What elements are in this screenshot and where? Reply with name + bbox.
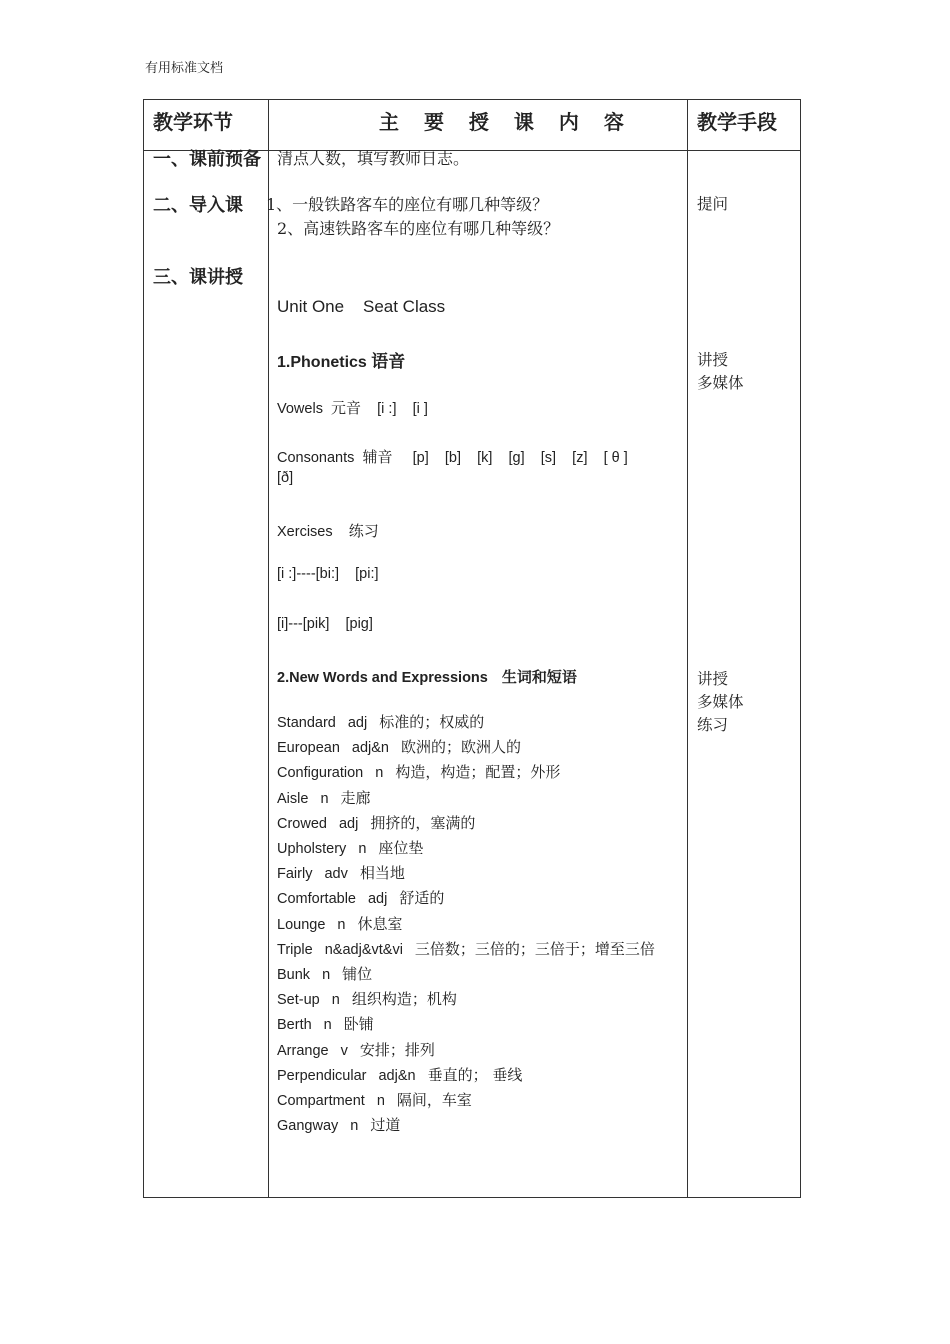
column-divider (687, 100, 688, 1197)
vocab-row (277, 760, 677, 785)
vocab-meaning: 垂直的； 垂线 (427, 1065, 523, 1084)
section-intro: 二、导入课 (153, 195, 243, 216)
vocab-word: Set-up (277, 992, 320, 1009)
vocab-word: Triple (277, 941, 313, 958)
vowels-label: Vowels (277, 401, 323, 417)
vocab-row (277, 1063, 677, 1088)
vocab-word: Aisle (277, 790, 309, 807)
vocab-meaning: 走廊 (340, 788, 371, 807)
method-multimedia: 多媒体 (697, 693, 744, 711)
vocab-pos: n (331, 992, 340, 1009)
vocab-meaning: 过道 (370, 1116, 401, 1135)
vocab-row (277, 962, 677, 987)
method-multimedia: 多媒体 (697, 374, 744, 392)
consonants-ipa-2: [ð] (277, 470, 294, 486)
vocab-pos: n (375, 765, 384, 782)
vocab-pos: n&adj&vt&vi (324, 941, 403, 958)
phonetics-heading-cn: 语音 (371, 352, 406, 372)
vocab-word: Gangway (277, 1118, 339, 1135)
vocab-row (277, 811, 677, 836)
method-questioning: 提问 (697, 195, 729, 213)
vocab-word: European (277, 740, 340, 757)
new-words-heading-cn: 生词和短语 (501, 668, 577, 686)
vocab-pos: adj (338, 815, 359, 832)
vocab-meaning: 安排；排列 (359, 1040, 435, 1059)
vocab-meaning: 铺位 (342, 965, 373, 984)
vocab-row (277, 836, 677, 861)
exercise-2: [i]---[pik] [pig] (277, 616, 373, 632)
vocab-pos: n (350, 1118, 359, 1135)
vocab-pos: n (376, 1093, 385, 1110)
vocab-meaning: 相当地 (359, 864, 405, 883)
method-block-vocabulary (697, 668, 744, 737)
vocab-row (277, 937, 677, 962)
vocab-meaning: 舒适的 (399, 889, 445, 908)
consonants-line (277, 446, 628, 467)
unit-title: Unit One Seat Class (277, 297, 446, 316)
phonetics-heading-en: 1.Phonetics (277, 354, 367, 371)
vocab-word: Crowed (277, 815, 327, 832)
new-words-heading-en: 2.New Words and Expressions (277, 670, 488, 686)
vocab-pos: adj (367, 891, 388, 908)
vocab-meaning: 休息室 (357, 914, 403, 933)
vocab-pos: adv (324, 866, 348, 883)
vocab-meaning: 拥挤的，塞满的 (370, 813, 476, 832)
vocab-word: Fairly (277, 866, 313, 883)
vocab-row (277, 987, 677, 1012)
vocab-meaning: 三倍数；三倍的；三倍于；增至三倍 (414, 939, 655, 958)
vocab-meaning: 组织构造；机构 (351, 990, 457, 1009)
vocab-row (277, 1088, 677, 1113)
exercise-1: [i :]----[bi:] [pi:] (277, 566, 379, 582)
vocab-row (277, 1038, 677, 1063)
exercises-label: Xercises (277, 524, 333, 540)
vocab-meaning: 卧铺 (343, 1015, 374, 1034)
vocab-row (277, 861, 677, 886)
vocab-word: Upholstery (277, 841, 347, 858)
vocab-word: Bunk (277, 967, 311, 984)
vocab-meaning: 座位垫 (378, 839, 424, 858)
pre-class-text: 清点人数，填写教师日志。 (277, 149, 470, 168)
header-note: 有用标准文档 (145, 61, 224, 76)
intro-question-1: 1、一般铁路客车的座位有哪几种等级？ (266, 195, 549, 214)
consonants-ipa: [p] [b] [k] [g] [s] [z] [ θ ] (412, 450, 628, 466)
phonetics-heading (277, 347, 405, 372)
vocab-meaning: 构造，构造；配置；外形 (395, 763, 561, 782)
vocab-row (277, 912, 677, 937)
vocab-row (277, 886, 677, 911)
vowels-cn: 元音 (331, 399, 362, 417)
intro-question-2: 2、高速铁路客车的座位有哪几种等级？ (277, 219, 560, 238)
method-lecture: 讲授 (697, 351, 729, 369)
exercises-line (277, 520, 379, 541)
vocab-pos: n (320, 790, 329, 807)
vocab-word: Lounge (277, 916, 326, 933)
vocab-word: Configuration (277, 765, 364, 782)
vocab-pos: n (322, 967, 331, 984)
vocab-word: Berth (277, 1017, 312, 1034)
header-main-content: 主 要 授 课 内 容 (379, 110, 633, 134)
vocab-pos: n (337, 916, 346, 933)
vocabulary-list (277, 710, 677, 1138)
vocab-row (277, 786, 677, 811)
vocab-meaning: 隔间，车室 (396, 1091, 472, 1110)
header-teaching-method: 教学手段 (697, 110, 777, 134)
vocab-pos: v (340, 1042, 348, 1059)
vocab-pos: adj&n (351, 740, 389, 757)
vowels-ipa: [i :] [i ] (377, 401, 428, 417)
vocab-pos: n (358, 841, 367, 858)
vocab-row (277, 735, 677, 760)
vocab-meaning: 欧洲的；欧洲人的 (400, 738, 521, 757)
section-pre-class: 一、课前预备 (153, 149, 261, 170)
vocab-word: Comfortable (277, 891, 356, 908)
new-words-heading (277, 666, 577, 687)
vocab-pos: n (323, 1017, 332, 1034)
vocab-word: Perpendicular (277, 1067, 367, 1084)
method-lecture: 讲授 (697, 670, 729, 688)
vowels-line (277, 397, 428, 418)
method-practice: 练习 (697, 716, 729, 734)
consonants-label: Consonants (277, 450, 355, 466)
vocab-pos: adj&n (378, 1067, 416, 1084)
exercises-cn: 练习 (348, 522, 379, 540)
header-teaching-stage: 教学环节 (153, 110, 233, 134)
vocab-row (277, 710, 677, 735)
vocab-pos: adj (347, 715, 368, 731)
vocab-meaning: 标准的；权威的 (379, 713, 485, 731)
section-lecture: 三、课讲授 (153, 267, 243, 288)
method-block-phonetics (697, 349, 744, 395)
vocab-row (277, 1113, 677, 1138)
vocab-word: Compartment (277, 1093, 365, 1110)
vocab-word: Standard (277, 715, 336, 731)
consonants-cn: 辅音 (362, 448, 393, 466)
column-divider (268, 100, 269, 1197)
vocab-word: Arrange (277, 1042, 329, 1059)
vocab-row (277, 1012, 677, 1037)
